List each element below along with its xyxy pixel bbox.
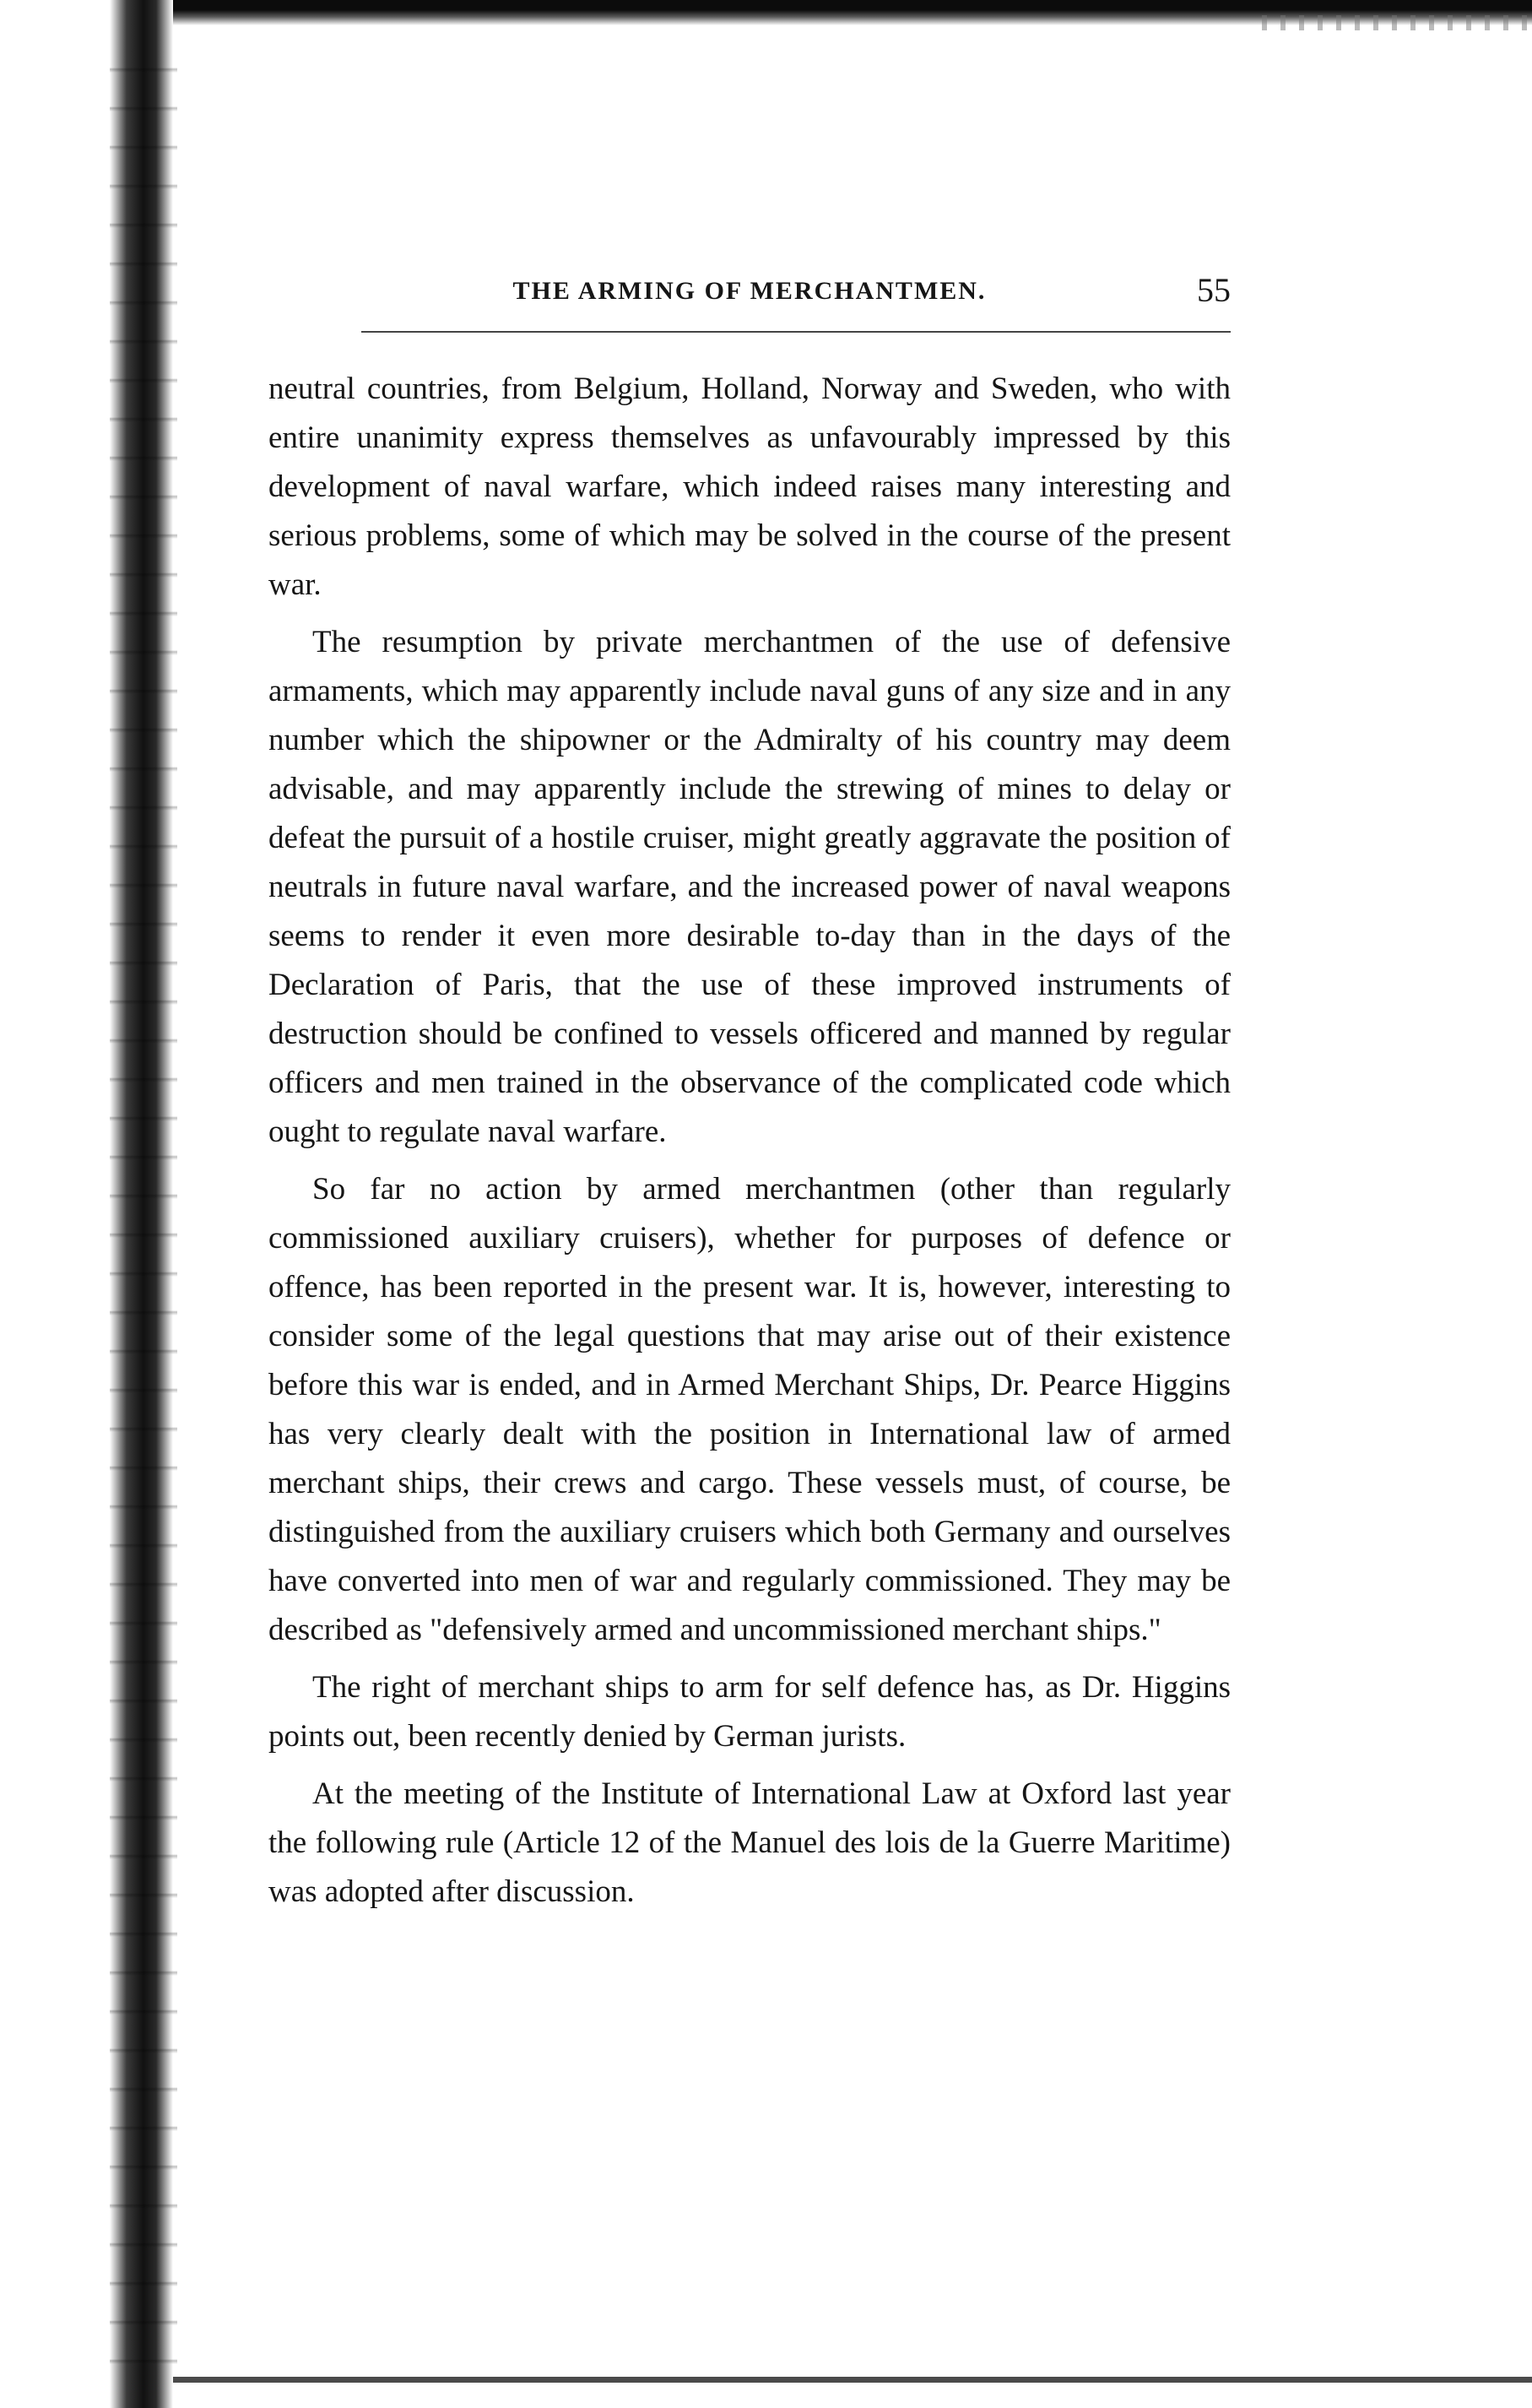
running-title: THE ARMING OF MERCHANTMEN. [512,277,987,305]
paragraph: The resumption by private merchantmen of the use of defensive armaments, which may apparently include naval guns of any size and in any number which the shipowner or the Admiralty of his country may deem advisable, and may apparently include the strewing of mines to delay or defeat the pursuit of a hostile cruiser, might greatly aggravate the position of neutrals in future naval warfare, and the increased power of naval weapons seems to render it even more desirable to-day than in the days of the Declaration of Paris, that the use of these improved instruments of destruction should be confined to vessels officered and manned by regular officers and men trained in the observance of the complicated code which ought to regulate naval warfare. [268,625,1231,1149]
paragraph: neutral countries, from Belgium, Holland, Norway and Sweden, who with entire unanimity express themselves as unfavourably impressed by this development of naval warfare, which indeed raises many interesting and serious problems, some of which may be solved in the course of the present war. [268,372,1231,602]
paragraph: So far no action by armed merchantmen (other than regularly commissioned auxiliary cruisers), whether for purposes of defence or offence, has been reported in the present war. It is, however, interesting to consider some of the legal questions that may arise out of their existence before this war is ended, and in Armed Merchant Ships, Dr. Pearce Higgins has very clearly dealt with the position in International law of armed merchant ships, their crews and cargo. These vessels must, of course, be distinguished from the auxiliary cruisers which both Germany and ourselves have converted into men of war and regularly commissioned. They may be described as "defensively armed and uncommissioned merchant ships." [268,1172,1231,1647]
running-head [268,270,1231,321]
paragraph: At the meeting of the Institute of International Law at Oxford last year the following rule (Article 12 of the Manuel des lois de la Guerre Maritime) was adopted after discussion. [268,1776,1231,1909]
scan-binding-specks [110,34,177,2389]
paragraph: The right of merchant ships to arm for self defence has, as Dr. Higgins points out, been recently denied by German jurists. [268,1670,1231,1754]
body-text [268,365,1231,1917]
page-number: 55 [1197,271,1231,309]
scan-bottom-edge [173,2377,1532,2383]
header-rule [361,331,1231,333]
scan-top-right-specks [1262,15,1532,30]
page-text-block [268,270,1231,1925]
